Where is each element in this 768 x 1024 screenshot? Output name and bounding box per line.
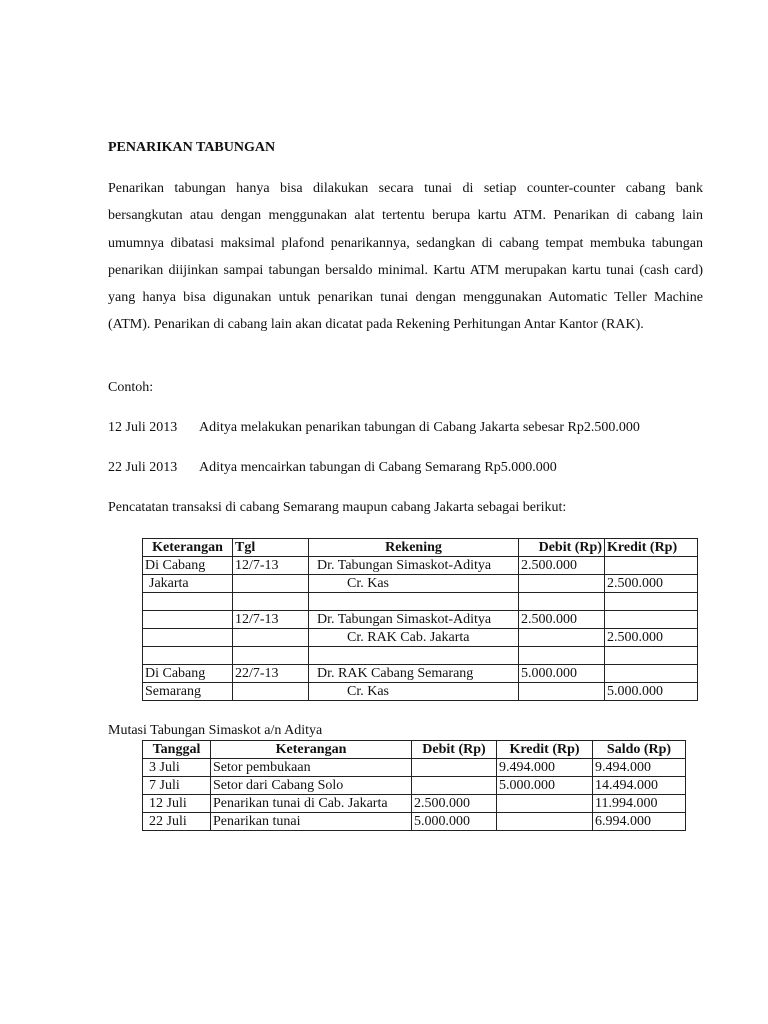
table-cell [233,593,309,611]
table-cell: 2.500.000 [519,557,605,575]
table-cell: 2.500.000 [605,575,698,593]
column-header: Debit (Rp) [519,539,605,557]
table-cell [605,611,698,629]
table-cell [519,575,605,593]
example-date: 12 Juli 2013 [108,420,178,435]
mutasi-caption: Mutasi Tabungan Simaskot a/n Aditya [108,723,323,738]
table-cell [412,777,497,795]
table-cell: Cr. RAK Cab. Jakarta [309,629,519,647]
page-title: PENARIKAN TABUNGAN [108,140,276,155]
table-cell: 2.500.000 [605,629,698,647]
table-cell [605,593,698,611]
table-cell [233,575,309,593]
recording-intro: Pencatatan transaksi di cabang Semarang maupun cabang Jakarta sebagai berikut: [108,500,567,515]
table-cell: 22/7-13 [233,665,309,683]
table-cell: Penarikan tunai di Cab. Jakarta [211,795,412,813]
table-cell: Cr. Kas [309,683,519,701]
table-cell: 5.000.000 [497,777,593,795]
table-cell [519,683,605,701]
table-cell: 12/7-13 [233,557,309,575]
table-cell: Cr. Kas [309,575,519,593]
table-cell [605,665,698,683]
table-cell: 7 Juli [143,777,211,795]
table-cell: 3 Juli [143,759,211,777]
table-cell [519,593,605,611]
table-row [143,759,686,777]
column-header: Keterangan [143,539,233,557]
table-cell: 11.994.000 [593,795,686,813]
table-row [143,683,698,701]
column-header: Kredit (Rp) [497,741,593,759]
table-cell [309,647,519,665]
table-cell: 5.000.000 [519,665,605,683]
table-cell [605,647,698,665]
table-cell: Penarikan tunai [211,813,412,831]
table-cell: 5.000.000 [605,683,698,701]
column-header: Keterangan [211,741,412,759]
table-cell [605,557,698,575]
table-row [143,813,686,831]
table-row [143,575,698,593]
mutation-table [142,740,686,831]
example-line [108,420,640,436]
example-line [108,460,557,476]
table-cell [233,629,309,647]
table-cell: Dr. Tabungan Simaskot-Aditya [309,611,519,629]
table-row [143,611,698,629]
table-cell: Jakarta [143,575,233,593]
table-cell [519,647,605,665]
table-cell: Dr. RAK Cabang Semarang [309,665,519,683]
table-cell: 14.494.000 [593,777,686,795]
table-row [143,557,698,575]
journal-table [142,538,698,701]
table-cell [143,611,233,629]
table-cell: Setor pembukaan [211,759,412,777]
table-row [143,629,698,647]
table-cell [309,593,519,611]
body-paragraph: Penarikan tabungan hanya bisa dilakukan secara tunai di setiap counter-counter cabang bank bersangkutan atau dengan menggunakan alat tertentu berupa kartu ATM. Penarikan di cabang lain umumnya dibatasi maksimal plafond penarikannya, sedangkan di cabang tempat membuka tabungan penarikan diijinkan sampai tabungan bersaldo minimal. Kartu ATM merupakan kartu tunai (cash card) yang hanya bisa digunakan untuk penarikan tunai dengan menggunakan Automatic Teller Machine (ATM). Penarikan di cabang lain akan dicatat pada Rekening Perhitungan Antar Kantor (RAK). [108,181,703,333]
table-cell [143,629,233,647]
table-cell [143,593,233,611]
table-cell: Di Cabang [143,557,233,575]
table-cell: 9.494.000 [497,759,593,777]
column-header: Kredit (Rp) [605,539,698,557]
table-cell: 2.500.000 [519,611,605,629]
table-row [143,777,686,795]
column-header: Tgl [233,539,309,557]
table-cell [412,759,497,777]
table-cell: 9.494.000 [593,759,686,777]
table-cell [233,683,309,701]
table-row [143,593,698,611]
table-cell [497,813,593,831]
example-label: Contoh: [108,380,154,395]
table-row [143,665,698,683]
table-cell [233,647,309,665]
table-cell [497,795,593,813]
table-cell: 12/7-13 [233,611,309,629]
table-cell: Setor dari Cabang Solo [211,777,412,795]
example-text: Aditya mencairkan tabungan di Cabang Semarang Rp5.000.000 [199,460,557,475]
column-header: Debit (Rp) [412,741,497,759]
table-cell: Dr. Tabungan Simaskot-Aditya [309,557,519,575]
table-header-row [143,741,686,759]
table-cell: 12 Juli [143,795,211,813]
column-header: Tanggal [143,741,211,759]
table-cell: 6.994.000 [593,813,686,831]
table-cell: Di Cabang [143,665,233,683]
example-date: 22 Juli 2013 [108,460,178,475]
table-cell: Semarang [143,683,233,701]
table-cell: 2.500.000 [412,795,497,813]
table-cell [143,647,233,665]
column-header: Saldo (Rp) [593,741,686,759]
table-row [143,647,698,665]
table-row [143,795,686,813]
column-header: Rekening [309,539,519,557]
table-cell [519,629,605,647]
table-header-row [143,539,698,557]
table-cell: 5.000.000 [412,813,497,831]
example-text: Aditya melakukan penarikan tabungan di Cabang Jakarta sebesar Rp2.500.000 [199,420,640,435]
table-cell: 22 Juli [143,813,211,831]
